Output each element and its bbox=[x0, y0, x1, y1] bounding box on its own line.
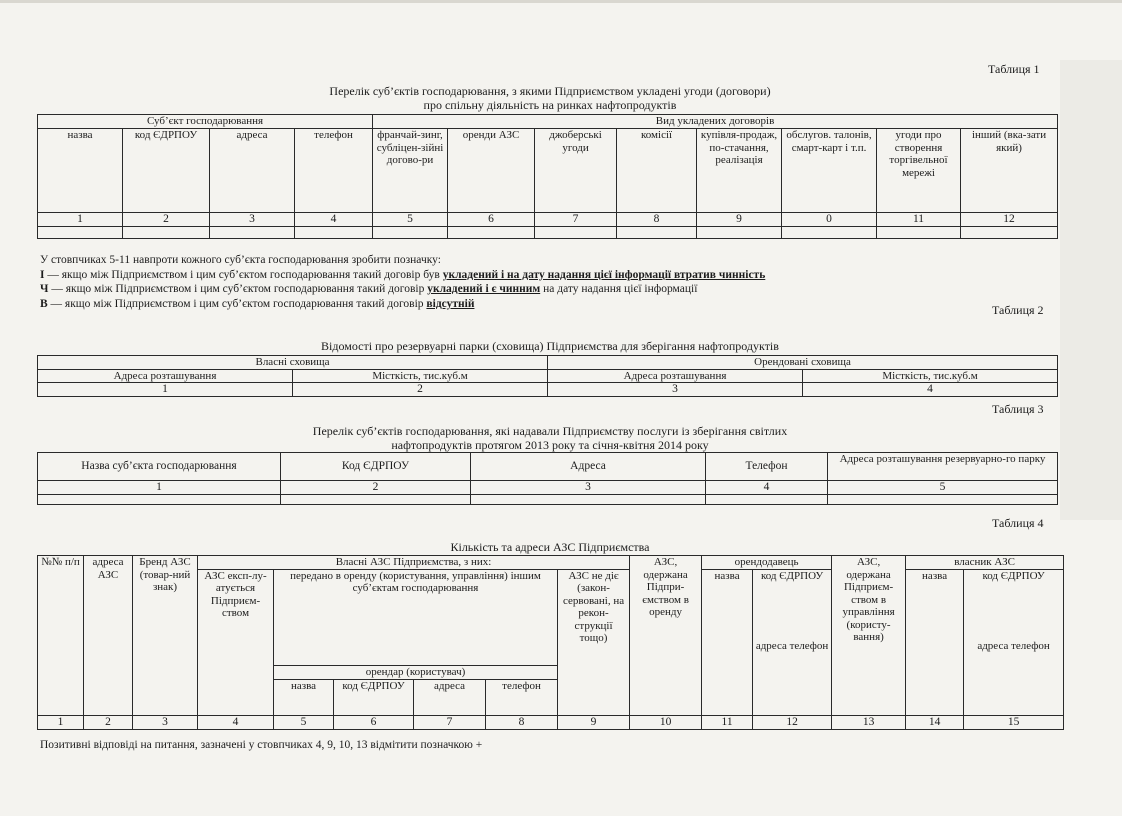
t4-col-nn: №№ п/п bbox=[38, 556, 84, 716]
t1-num: 3 bbox=[210, 213, 295, 227]
t4-col-tenant-address: адреса bbox=[414, 679, 486, 715]
t4-num: 13 bbox=[832, 715, 906, 729]
t3-num: 3 bbox=[471, 481, 706, 495]
t4-group-tenant: орендар (користувач) bbox=[274, 665, 558, 679]
t4-col-exploited: АЗС експ-лу-атується Підприєм-ством bbox=[198, 569, 274, 715]
table4-label: Таблиця 4 bbox=[992, 516, 1044, 530]
t1-num: 12 bbox=[961, 213, 1058, 227]
t1-num: 11 bbox=[877, 213, 961, 227]
t3-empty-cell[interactable] bbox=[281, 494, 471, 504]
table3-label: Таблиця 3 bbox=[992, 402, 1044, 416]
note-v: В — якщо між Підприємством і цим суб’єктом господарювання такий договір відсутній bbox=[40, 297, 475, 310]
t4-num: 4 bbox=[198, 715, 274, 729]
t2-group-own: Власні сховища bbox=[38, 356, 548, 370]
t1-num: 0 bbox=[782, 213, 877, 227]
t3-num: 2 bbox=[281, 481, 471, 495]
table1-caption bbox=[250, 84, 850, 112]
table4 bbox=[37, 555, 1064, 730]
table2-caption: Відомості про резервуарні парки (сховища) Підприємства для зберігання нафтопродуктів bbox=[321, 339, 779, 353]
t1-col-jobber: джоберські угоди bbox=[535, 129, 617, 213]
t4-col-owner-name: назва bbox=[906, 569, 964, 715]
t1-empty-cell[interactable] bbox=[123, 227, 210, 239]
t3-num: 1 bbox=[38, 481, 281, 495]
t1-num: 7 bbox=[535, 213, 617, 227]
t4-lessor-code-label: код ЄДРПОУ bbox=[760, 569, 824, 582]
t1-col-network: угоди про створення торгівельної мережі bbox=[877, 129, 961, 213]
t1-num: 2 bbox=[123, 213, 210, 227]
t1-num: 4 bbox=[295, 213, 373, 227]
t1-empty-cell[interactable] bbox=[782, 227, 877, 239]
t4-num: 9 bbox=[558, 715, 630, 729]
t2-col-own-address: Адреса розташування bbox=[38, 369, 293, 383]
t4-col-tenant-name: назва bbox=[274, 679, 334, 715]
t4-num: 14 bbox=[906, 715, 964, 729]
t1-num: 8 bbox=[617, 213, 697, 227]
t3-col-address: Адреса bbox=[471, 453, 706, 481]
t4-num: 6 bbox=[334, 715, 414, 729]
t1-col-address: адреса bbox=[210, 129, 295, 213]
t4-col-address: адреса АЗС bbox=[84, 556, 133, 716]
t4-col-rented: АЗС, одержана Підпри-ємством в оренду bbox=[630, 556, 702, 716]
notes-intro: У стовпчиках 5-11 навпроти кожного суб’єкта господарювання зробити позначку: bbox=[40, 254, 441, 266]
t1-col-coupons: обслугов. талонів, смарт-карт і т.п. bbox=[782, 129, 877, 213]
t4-owner-address-label: адреса телефон bbox=[977, 640, 1050, 652]
table3-caption bbox=[220, 424, 880, 452]
t2-num: 3 bbox=[548, 383, 803, 397]
t1-col-name: назва bbox=[38, 129, 123, 213]
t4-col-tenant-phone: телефон bbox=[486, 679, 558, 715]
t4-col-owner-code bbox=[964, 569, 1064, 715]
t1-num: 1 bbox=[38, 213, 123, 227]
t1-col-phone: телефон bbox=[295, 129, 373, 213]
t3-num: 5 bbox=[828, 481, 1058, 495]
t2-num: 4 bbox=[803, 383, 1058, 397]
table3-caption-line2: нафтопродуктів протягом 2013 року та січня-квітня 2014 року bbox=[391, 438, 709, 452]
t3-num: 4 bbox=[706, 481, 828, 495]
t1-empty-cell[interactable] bbox=[38, 227, 123, 239]
t3-col-code: Код ЄДРПОУ bbox=[281, 453, 471, 481]
table3 bbox=[37, 452, 1058, 505]
table2-label: Таблиця 2 bbox=[992, 303, 1044, 317]
t1-empty-cell[interactable] bbox=[448, 227, 535, 239]
notes-block bbox=[40, 253, 940, 311]
t4-num: 10 bbox=[630, 715, 702, 729]
t1-col-other: інший (вка-зати який) bbox=[961, 129, 1058, 213]
t1-empty-cell[interactable] bbox=[295, 227, 373, 239]
t1-empty-cell[interactable] bbox=[373, 227, 448, 239]
t4-num: 15 bbox=[964, 715, 1064, 729]
t4-col-managed: АЗС, одержана Підприєм-ством в управління (користу-вання) bbox=[832, 556, 906, 716]
t3-empty-cell[interactable] bbox=[471, 494, 706, 504]
t1-empty-cell[interactable] bbox=[877, 227, 961, 239]
t2-group-rented: Орендовані сховища bbox=[548, 356, 1058, 370]
footer-note: Позитивні відповіді на питання, зазначені у стовпчиках 4, 9, 10, 13 відмітити позначкою + bbox=[40, 739, 483, 751]
t1-empty-cell[interactable] bbox=[697, 227, 782, 239]
t4-group-own: Власні АЗС Підприємства, з них: bbox=[198, 556, 630, 570]
t1-empty-cell[interactable] bbox=[210, 227, 295, 239]
t4-num: 5 bbox=[274, 715, 334, 729]
t4-col-lessor-name: назва bbox=[702, 569, 753, 715]
t4-col-leased-out: передано в оренду (користування, управління) іншим суб’єктам господарювання bbox=[274, 569, 558, 665]
t4-lessor-address-label: адреса телефон bbox=[755, 640, 829, 652]
t2-col-own-capacity: Місткість, тис.куб.м bbox=[293, 369, 548, 383]
t4-num: 7 bbox=[414, 715, 486, 729]
t2-col-rented-capacity: Місткість, тис.куб.м bbox=[803, 369, 1058, 383]
t3-empty-cell[interactable] bbox=[38, 494, 281, 504]
t1-col-commission: комісії bbox=[617, 129, 697, 213]
t2-num: 2 bbox=[293, 383, 548, 397]
t1-col-franchise: франчай-зинг, субліцен-зійні догово-ри bbox=[373, 129, 448, 213]
t4-col-brand: Бренд АЗС (товар-ний знак) bbox=[133, 556, 198, 716]
table1 bbox=[37, 114, 1058, 239]
t4-num: 12 bbox=[753, 715, 832, 729]
t1-col-lease: оренди АЗС bbox=[448, 129, 535, 213]
t1-col-sale: купівля-продаж, по-стачання, реалізація bbox=[697, 129, 782, 213]
t1-group-subject: Суб’єкт господарювання bbox=[38, 115, 373, 129]
t1-num: 6 bbox=[448, 213, 535, 227]
t3-col-name: Назва суб’єкта господарювання bbox=[38, 453, 281, 481]
t4-col-tenant-code: код ЄДРПОУ bbox=[334, 679, 414, 715]
t4-owner-code-label: код ЄДРПОУ bbox=[982, 569, 1045, 582]
note-ch: Ч — якщо між Підприємством і цим суб’єктом господарювання такий договір укладений і є чинним на дату надання цієї інформації bbox=[40, 283, 698, 295]
t4-num: 2 bbox=[84, 715, 133, 729]
t1-empty-cell[interactable] bbox=[961, 227, 1058, 239]
t1-empty-cell[interactable] bbox=[535, 227, 617, 239]
note-i: І — якщо між Підприємством і цим суб’єктом господарювання такий договір був укладений і на дату надання цієї інформації втратив чинність bbox=[40, 268, 766, 281]
t1-num: 9 bbox=[697, 213, 782, 227]
table4-caption: Кількість та адреси АЗС Підприємства bbox=[450, 540, 650, 554]
t2-col-rented-address: Адреса розташування bbox=[548, 369, 803, 383]
table1-caption-line2: про спільну діяльність на ринках нафтопродуктів bbox=[423, 98, 677, 112]
t1-num: 5 bbox=[373, 213, 448, 227]
t3-col-phone: Телефон bbox=[706, 453, 828, 481]
t4-num: 1 bbox=[38, 715, 84, 729]
t4-col-inactive: АЗС не діє (закон-сервовані, на рекон-струкції тощо) bbox=[558, 569, 630, 715]
table3-caption-line1: Перелік суб’єктів господарювання, які надавали Підприємству послуги із зберігання світлих bbox=[312, 424, 788, 438]
t4-num: 11 bbox=[702, 715, 753, 729]
t3-col-park-address: Адреса розташування резервуарно-го парку bbox=[828, 453, 1058, 481]
page-edge-shadow bbox=[0, 0, 1122, 3]
bleed-through-shadow bbox=[1060, 60, 1122, 520]
t2-num: 1 bbox=[38, 383, 293, 397]
t4-col-lessor-code bbox=[753, 569, 832, 715]
t3-empty-cell[interactable] bbox=[706, 494, 828, 504]
table1-label: Таблиця 1 bbox=[988, 62, 1040, 76]
table2 bbox=[37, 355, 1058, 397]
table1-caption-line1: Перелік суб’єктів господарювання, з якими Підприємством укладені угоди (договори) bbox=[329, 84, 771, 98]
t3-empty-cell[interactable] bbox=[828, 494, 1058, 504]
t1-group-contracts: Вид укладених договорів bbox=[373, 115, 1058, 129]
t4-num: 8 bbox=[486, 715, 558, 729]
t4-num: 3 bbox=[133, 715, 198, 729]
t4-group-lessor: орендодавець bbox=[702, 556, 832, 570]
t1-empty-cell[interactable] bbox=[617, 227, 697, 239]
t4-group-owner: власник АЗС bbox=[906, 556, 1064, 570]
t1-col-code: код ЄДРПОУ bbox=[123, 129, 210, 213]
